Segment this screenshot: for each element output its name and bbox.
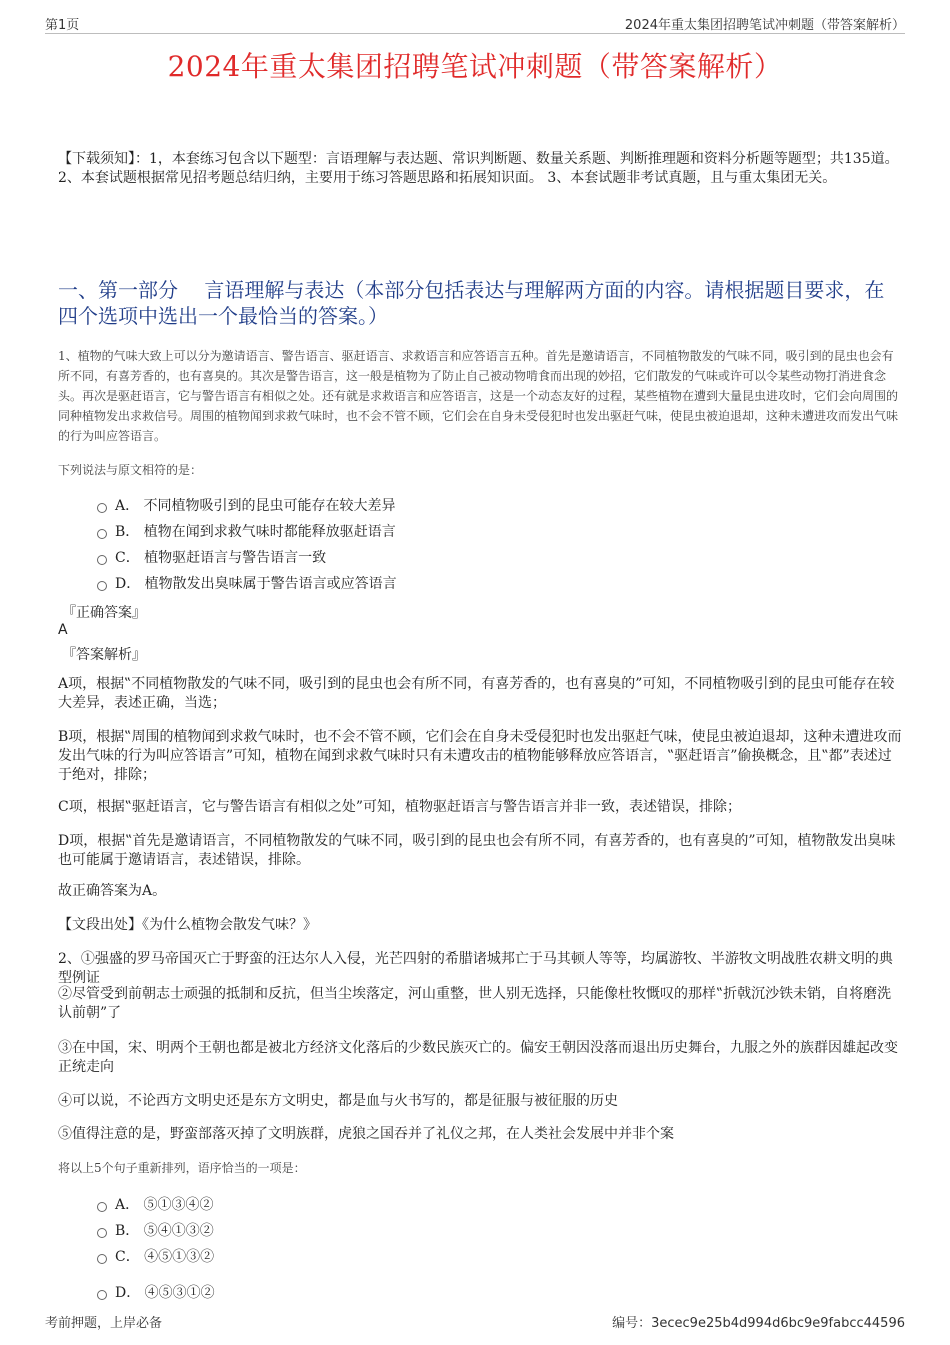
q2-sentence-1: 2、①强盛的罗马帝国灭亡于野蛮的汪达尔人入侵，光芒四射的希腊诸城邦亡于马其顿人等等，均属游牧、半游牧文明战胜农耕文明的典型例证 xyxy=(58,951,893,986)
analysis-conclusion: 故正确答案为A。 xyxy=(58,883,167,899)
header-doc-title: 2024年重太集团招聘笔试冲刺题（带答案解析） xyxy=(624,18,905,33)
radio-icon[interactable] xyxy=(97,1290,107,1300)
analysis-c: C项，根据‟驱赶语言，它与警告语言有相似之处”可知，植物驱赶语言与警告语言并非一致，表述错误，排除； xyxy=(58,799,742,815)
answer-value: A xyxy=(58,622,68,638)
radio-icon[interactable] xyxy=(97,1202,107,1212)
radio-icon[interactable] xyxy=(97,555,107,565)
q1-stem: 下列说法与原文相符的是： xyxy=(58,463,203,477)
q2-sentence-5: ⑤值得注意的是，野蛮部落灭掉了文明族群，虎狼之国吞并了礼仪之邦，在人类社会发展中并非个案 xyxy=(58,1126,674,1142)
q2-option-b[interactable]: B． ⑤④①③② xyxy=(97,1221,214,1241)
q1-option-b[interactable]: B． 植物在闻到求救气味时都能释放驱赶语言 xyxy=(97,522,396,542)
section-heading: 一、第一部分 言语理解与表达（本部分包括表达与理解两方面的内容。请根据题目要求，在四个选项中选出一个最恰当的答案。） xyxy=(58,278,885,328)
q1-option-a[interactable]: A． 不同植物吸引到的昆虫可能存在较大差异 xyxy=(97,496,396,516)
q2-sentence-2: ②尽管受到前朝志士顽强的抵制和反抗，但当尘埃落定，河山重整，世人别无选择，只能像杜牧慨叹的那样‟折戟沉沙铁未销，自将磨洗认前朝”了 xyxy=(58,986,892,1021)
page-number: 第1页 xyxy=(45,18,80,33)
radio-icon[interactable] xyxy=(97,1228,107,1238)
page-title: 2024年重太集团招聘笔试冲刺题（带答案解析） xyxy=(167,50,783,83)
q1-option-c[interactable]: C． 植物驱赶语言与警告语言一致 xyxy=(97,548,326,568)
footer-slogan: 考前押题，上岸必备 xyxy=(45,1316,163,1331)
q2-stem: 将以上5个句子重新排列，语序恰当的一项是： xyxy=(58,1161,306,1175)
radio-icon[interactable] xyxy=(97,529,107,539)
header-divider xyxy=(45,33,905,34)
analysis-label: 『答案解析』 xyxy=(62,647,146,663)
q2-sentence-4: ④可以说，不论西方文明史还是东方文明史，都是血与火书写的，都是征服与被征服的历史 xyxy=(58,1093,618,1109)
radio-icon[interactable] xyxy=(97,1254,107,1264)
radio-icon[interactable] xyxy=(97,503,107,513)
analysis-a: A项，根据‟不同植物散发的气味不同，吸引到的昆虫也会有所不同，有喜芳香的，也有喜臭的”可知，不同植物吸引到的昆虫可能存在较大差异，表述正确，当选； xyxy=(58,676,895,711)
source-citation: 【文段出处】《为什么植物会散发气味？》 xyxy=(58,917,317,933)
analysis-b: B项，根据‟周围的植物闻到求救气味时，也不会不管不顾，它们会在自身未受侵犯时也发出驱赶气味，使昆虫被迫退却，这种未遭进攻而发出气味的行为叫应答语言”可知，植物在闻到求救气味时只有未遭攻击的植物能够释放应答语言，‟驱赶语言”偷换概念，且‟都”表述过于绝对，排除； xyxy=(58,729,902,783)
q2-option-a[interactable]: A． ⑤①③④② xyxy=(97,1195,214,1215)
q2-sentence-3: ③在中国，宋、明两个王朝也都是被北方经济文化落后的少数民族灭亡的。偏安王朝因没落而退出历史舞台，九服之外的族群因雄起改变正统走向 xyxy=(58,1040,898,1075)
q1-passage: 1、植物的气味大致上可以分为邀请语言、警告语言、驱赶语言、求救语言和应答语言五种。首先是邀请语言，不同植物散发的气味不同，吸引到的昆虫也会有所不同，有喜芳香的，也有喜臭的。其次是警告语言，这一般是植物为了防止自己被动物啃食而出现的妙招，它们散发的气味或许可以令某些动物打消进食念头。再次是驱赶语言，它与警告语言有相似之处。还有就是求救语言和应答语言，这是一个动态友好的过程，某些植物在遭到大量昆虫进攻时，它们会向周围的同种植物发出求救信号。周围的植物闻到求救气味时，也不会不管不顾，它们会在自身未受侵犯时也发出驱赶气味，使昆虫被迫退却，这种未遭进攻而发出气味的行为叫应答语言。 xyxy=(58,349,899,443)
footer-code: 编号：3ecec9e25b4d994d6bc9e9fabcc44596 xyxy=(612,1316,905,1331)
analysis-d: D项，根据‟首先是邀请语言，不同植物散发的气味不同，吸引到的昆虫也会有所不同，有喜芳香的，也有喜臭的”可知，植物散发出臭味也可能属于邀请语言，表述错误，排除。 xyxy=(58,833,896,868)
q2-option-c[interactable]: C． ④⑤①③② xyxy=(97,1247,214,1267)
download-notice: 【下载须知】：1，本套练习包含以下题型：言语理解与表达题、常识判断题、数量关系题、判断推理题和资料分析题等题型；共135道。 2、本套试题根据常见招考题总结归纳，主要用于练习答题思路和拓展知识面。 3、本套试题非考试真题，且与重太集团无关。 xyxy=(58,151,899,186)
radio-icon[interactable] xyxy=(97,581,107,591)
q2-option-d[interactable]: D． ④⑤③①② xyxy=(97,1283,215,1303)
answer-label: 『正确答案』 xyxy=(62,605,146,621)
q1-option-d[interactable]: D． 植物散发出臭味属于警告语言或应答语言 xyxy=(97,574,397,594)
